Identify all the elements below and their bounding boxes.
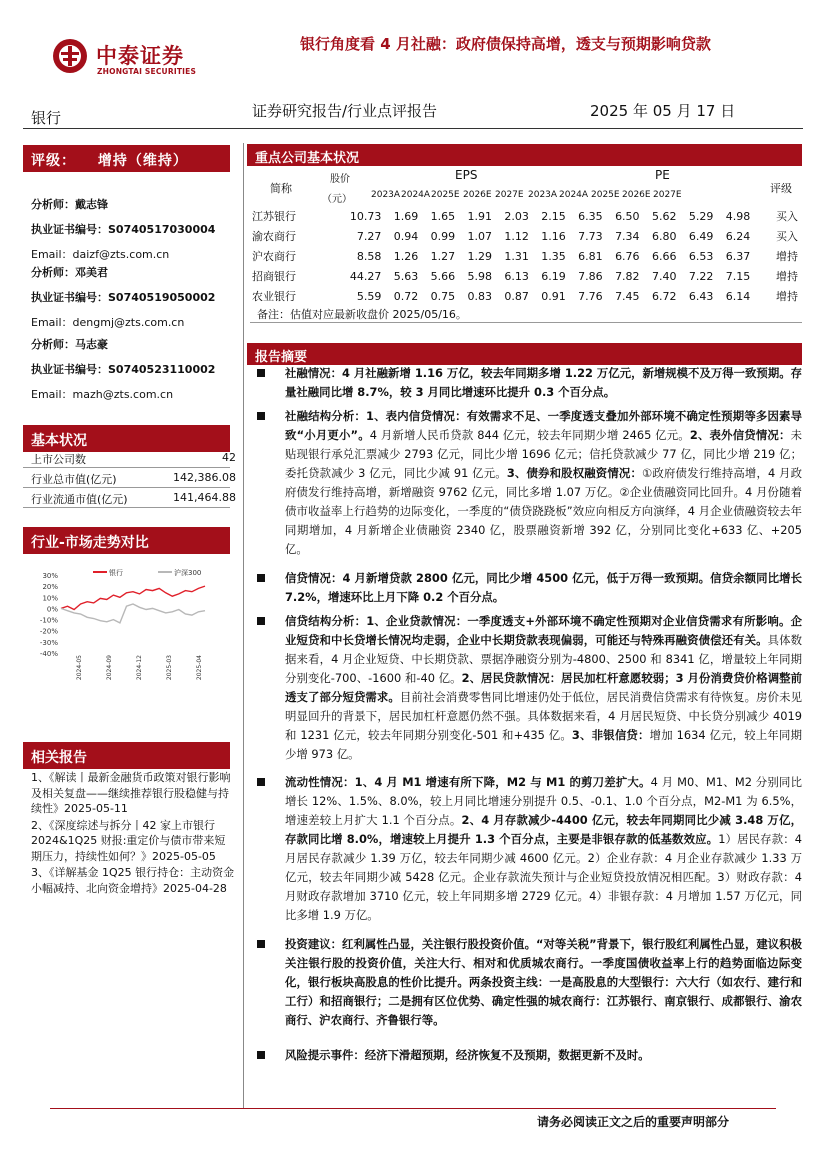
email-label: Email： — [31, 316, 73, 329]
summary-credit — [257, 569, 802, 607]
para-text: 具体数据来看，4 月企业短贷、中长期贷款、票据净融资分别为-4800、2500 和 8341 亿，增量较上年同期分别变化-700、-1600 和-40 亿。 — [285, 633, 802, 685]
email-label: Email： — [31, 248, 73, 261]
th-price-unit: （元） — [322, 194, 352, 205]
trend-chart — [23, 565, 235, 685]
th-rating: 评级 — [770, 182, 792, 195]
company-value: 7.22 — [688, 269, 714, 283]
analyst-2 — [31, 265, 215, 330]
cert-label: 执业证书编号： — [31, 223, 108, 236]
company-value: 0.83 — [467, 289, 492, 303]
company-price: 44.27 — [349, 269, 382, 283]
para-bold: 2、表外信贷情况： — [689, 428, 791, 442]
summary-liquidity — [257, 773, 802, 925]
para-bold: 2、居民贷款情况：居民加杠杆意愿较弱；3 月份消费贷价格调整前透支了部分短贷需求。 — [285, 671, 802, 704]
company-row — [250, 226, 800, 246]
analyst-email[interactable]: dengmj@zts.com.cn — [72, 316, 185, 329]
company-value: 1.31 — [504, 249, 529, 263]
footer-divider — [50, 1108, 776, 1109]
analyst-3 — [31, 337, 215, 402]
company-value: 5.29 — [688, 209, 714, 223]
company-value: 7.45 — [615, 289, 640, 303]
x-tick-label: 2024-12 — [136, 655, 143, 681]
stat-value: 141,464.88 — [173, 491, 236, 504]
stat-label: 行业流通市值(亿元) — [31, 493, 128, 506]
company-value: 6.14 — [725, 289, 751, 303]
company-value: 1.69 — [393, 209, 419, 223]
company-name: 渝农商行 — [252, 230, 296, 243]
company-value: 7.40 — [651, 269, 677, 283]
x-tick-label: 2024-05 — [76, 655, 83, 681]
stat-listed-count — [31, 451, 236, 467]
brand-name-en: ZHONGTAI SECURITIES — [97, 67, 197, 76]
series-line-bank — [61, 586, 205, 609]
company-value: 6.80 — [651, 229, 677, 243]
analyst-email[interactable]: daizf@zts.com.cn — [72, 248, 170, 261]
company-value: 5.63 — [393, 269, 419, 283]
x-tick-label: 2025-03 — [166, 655, 173, 681]
company-price: 5.59 — [356, 289, 382, 303]
analyst-role: 分析师： — [31, 198, 75, 211]
y-tick-label: 10% — [42, 594, 58, 603]
company-value: 6.35 — [578, 209, 603, 223]
company-value: 5.66 — [430, 269, 456, 283]
para-bold: 3、非银信贷： — [571, 728, 650, 742]
y-tick-label: 0% — [46, 605, 58, 614]
company-value: 0.75 — [430, 289, 456, 303]
company-value: 1.12 — [504, 229, 529, 243]
related-item[interactable]: 3、《详解基金 1Q25 银行持仓：主动资金小幅减持、北向资金增持》2025-04-28 — [31, 866, 235, 895]
company-value: 7.15 — [725, 269, 751, 283]
company-value: 0.72 — [393, 289, 419, 303]
analyst-1 — [31, 197, 215, 262]
th-price: 股价 — [330, 174, 350, 185]
summary-structure — [257, 407, 802, 559]
company-value: 6.72 — [651, 289, 677, 303]
summary-social-financing — [257, 364, 802, 402]
company-row — [250, 286, 800, 306]
column-divider — [243, 143, 244, 1108]
cert-label: 执业证书编号： — [31, 291, 108, 304]
th-year: 2027E — [653, 190, 682, 200]
para-bold: 社融结构分析：1、表内信贷情况：有效需求不足、一季度透支叠加外部环境不确定性预期等多因素导致“小月更小”。 — [285, 409, 802, 442]
summary-investment — [257, 935, 802, 1030]
company-value: 6.50 — [615, 209, 640, 223]
stat-total-cap — [31, 471, 236, 487]
para-bold: 投资建议：红利属性凸显，关注银行股投资价值。“对等关税”背景下，银行股红利属性凸显，建议积极关注银行股的投资价值，关注大行、相对和优质城农商行。一季度国债收益率上行的趋势面临边际变化，银行板块高股息的性价比提升。两条投资主线：一是高股息的大型银行：六大行（如农行、建行和工行）和招商银行；二是拥有区位优势、确定性强的城农商行：江苏银行、南京银行、成都银行、渝农商行、沪农商行、齐鲁银行等。 — [285, 937, 802, 1027]
company-value: 6.43 — [688, 289, 714, 303]
company-value: 6.81 — [578, 249, 603, 263]
company-value: 1.65 — [430, 209, 456, 223]
th-year: 2023A — [371, 190, 401, 200]
para-bold: 社融情况：4 月社融新增 1.16 万亿，较去年同期多增 1.22 万亿元，新增规模不及万得一致预期。存量社融同比增 8.7%，较 3 月同比增速环比提升 0.3 个百分点。 — [285, 366, 802, 399]
para-text: ①政府债发行维持高增，4 月政府债发行维持高增，新增融资 9762 亿元，同比多增 1.07 万亿。②企业债融资同比回升。4 月份随着债市收益率上行趋势的边际变化，一季度的“债贷跷跷板”效应向相反方向演绎，4 月企业债融资较去年同期增加，4 月新增企业债融资 2340 亿，股票融资新增 392 亿，分别同比变化+633 亿、+205 亿。 — [285, 466, 802, 556]
company-value: 6.49 — [688, 229, 714, 243]
related-reports — [31, 770, 236, 896]
company-value: 7.86 — [578, 269, 603, 283]
cert-number: S0740523110002 — [108, 363, 216, 376]
key-companies-table — [250, 206, 800, 306]
analyst-name: 邓美君 — [75, 266, 108, 279]
para-text: 目前社会消费零售同比增速仍处于低位，居民消费信贷需求有待恢复。房价未见明显回升的背景下，居民加杠杆意愿仍然不强。具体数据来看，4 月居民短贷、中长贷分别减少 4019 和 1231 亿元，较去年同期分别变化-501 和+435 亿。 — [285, 690, 802, 742]
company-value: 1.91 — [467, 209, 492, 223]
company-value: 0.94 — [393, 229, 419, 243]
y-tick-label: 20% — [42, 583, 58, 592]
rating-value: 增持（维持） — [97, 153, 188, 169]
stat-float-cap — [31, 491, 236, 507]
company-rating: 增持 — [776, 250, 798, 263]
stat-value: 142,386.08 — [173, 471, 236, 484]
company-value: 7.34 — [615, 229, 640, 243]
series-line-hs300 — [61, 604, 205, 623]
company-value: 2.03 — [504, 209, 529, 223]
y-tick-label: -10% — [39, 616, 58, 625]
company-value: 0.99 — [430, 229, 456, 243]
para-bold: 流动性情况：1、4 月 M1 增速有所下降，M2 与 M1 的剪刀差扩大。 — [285, 775, 651, 789]
company-value: 4.98 — [725, 209, 751, 223]
th-year: 2025E — [431, 190, 460, 200]
th-year: 2023A — [528, 190, 558, 200]
y-tick-label: -20% — [39, 627, 58, 636]
related-bar: 相关报告 — [23, 742, 230, 769]
th-name: 简称 — [270, 182, 292, 195]
related-item[interactable]: 2、《深度综述与拆分丨42 家上市银行 2024&1Q25 财报:重定价与债市带来短期压力，持续性如何？》2025-05-05 — [31, 818, 226, 863]
company-value: 1.29 — [467, 249, 492, 263]
company-price: 10.73 — [349, 209, 382, 223]
para-bold: 信贷结构分析：1、企业贷款情况：一季度透支+外部环境不确定性预期对企业信贷需求有所影响。企业短贷和中长贷增长情况均走弱，企业中长期贷款表现偏弱，可能还与特殊再融资债偿还有关。 — [285, 614, 802, 647]
company-name: 农业银行 — [252, 290, 296, 303]
key-companies-bar: 重点公司基本状况 — [247, 144, 802, 166]
analyst-role: 分析师： — [31, 266, 75, 279]
x-tick-label: 2025-04 — [196, 655, 203, 681]
company-value: 6.66 — [651, 249, 677, 263]
analyst-name: 戴志锋 — [75, 198, 108, 211]
para-text: 4 月 M0、M1、M2 分别同比增长 12%、1.5%、8.0%，较上月同比增速分别提升 0.5、-0.1、1.0 个百分点，M2-M1 为 6.5%，增速差较上月扩大 1.1 个百分点。 — [285, 775, 802, 827]
th-year: 2027E — [495, 190, 524, 200]
header-divider — [23, 128, 803, 129]
stat-value: 42 — [222, 451, 236, 464]
th-year: 2024A — [559, 190, 589, 200]
cert-label: 执业证书编号： — [31, 363, 108, 376]
footer-disclaimer: 请务必阅读正文之后的重要声明部分 — [537, 1115, 730, 1129]
brand-name-cn: 中泰证券 — [96, 44, 184, 68]
rating-label: 评级： — [31, 153, 76, 169]
para-bold: 信贷情况：4 月新增贷款 2800 亿元，同比少增 4500 亿元，低于万得一致预期。信贷余额同比增长 7.2%，增速环比上月下降 0.2 个百分点。 — [285, 571, 802, 604]
analyst-email[interactable]: mazh@zts.com.cn — [72, 388, 174, 401]
x-tick-label: 2024-09 — [106, 655, 113, 681]
company-value: 7.82 — [615, 269, 640, 283]
para-text: 1）居民存款：4 月居民存款减少 1.39 万亿，较去年同期少减 4600 亿元。2）企业存款：4 月企业存款减少 1.33 万亿元，较去年同期少减 5428 亿元。企业存款流失预计与企业短贷投放情况相匹配。3）财政存款：4 月财政存款增加 3710 亿元，较上年同期多增 2729 亿元。4）非银存款：4 月增加 1.57 万亿元，同比多增 1.9 万亿。 — [285, 832, 803, 922]
company-value: 1.16 — [541, 229, 566, 243]
email-label: Email： — [31, 388, 73, 401]
company-value: 5.62 — [651, 209, 677, 223]
company-price: 7.27 — [356, 229, 382, 243]
company-value: 6.13 — [504, 269, 529, 283]
company-value: 2.15 — [541, 209, 566, 223]
para-bold: 风险提示事件：经济下滑超预期，经济恢复不及预期，数据更新不及时。 — [285, 1048, 650, 1062]
rating-bar — [23, 145, 230, 172]
y-tick-label: 30% — [42, 572, 58, 580]
cert-number: S0740519050002 — [108, 291, 216, 304]
y-tick-label: -30% — [39, 638, 58, 647]
company-value: 1.07 — [467, 229, 492, 243]
legend-label-hs300: 沪深300 — [174, 569, 202, 577]
company-value: 1.26 — [393, 249, 419, 263]
para-bold: 2、4 月存款减少-4400 亿元，较去年同期同比少减 3.48 万亿，存款同比增 8.0%，增速较上月提升 1.3 个百分点，主要是非银存款的低基数效应。 — [285, 813, 803, 846]
company-row — [250, 246, 800, 266]
company-value: 6.24 — [725, 229, 751, 243]
th-year: 2025E — [591, 190, 620, 200]
report-headline: 银行角度看 4 月社融：政府债保持高增，透支与预期影响贷款 — [300, 35, 711, 53]
para-text: 4 月新增人民币贷款 844 亿元，较去年同期少增 2465 亿元。 — [369, 428, 690, 442]
company-rating: 买入 — [776, 230, 798, 243]
th-year: 2024A — [401, 190, 431, 200]
company-value: 0.91 — [541, 289, 566, 303]
th-year: 2026E — [463, 190, 492, 200]
company-price: 8.58 — [356, 249, 382, 263]
analyst-role: 分析师： — [31, 338, 75, 351]
company-name: 江苏银行 — [252, 210, 296, 223]
th-eps: EPS — [455, 168, 478, 182]
company-row — [250, 266, 800, 286]
company-value: 6.37 — [725, 249, 751, 263]
para-bold: 3、债券和股权融资情况： — [506, 466, 643, 480]
company-value: 6.76 — [615, 249, 640, 263]
analyst-name: 马志豪 — [75, 338, 108, 351]
related-item[interactable]: 1、《解读丨最新金融货币政策对银行影响及相关复盘——继续推荐银行股稳健与持续性》2025-05-11 — [31, 771, 231, 815]
company-rating: 增持 — [776, 270, 798, 283]
th-pe: PE — [655, 168, 670, 182]
zhongtai-logo-icon — [52, 38, 88, 74]
stat-label: 上市公司数 — [31, 453, 86, 466]
summary-risk — [257, 1046, 802, 1065]
basic-status-bar: 基本状况 — [23, 425, 230, 452]
para-text: 未贴现银行承兑汇票减少 2793 亿元，同比少增 1696 亿元；信托贷款减少 77 亿，同比少增 219 亿；委托贷款减少 3 亿元，同比少减 91 亿元。 — [285, 428, 802, 480]
para-text: 增加 1634 亿元，较上年同期少增 973 亿。 — [285, 728, 802, 761]
company-value: 7.76 — [578, 289, 603, 303]
company-value: 7.73 — [578, 229, 603, 243]
company-name: 沪农商行 — [252, 250, 296, 263]
company-rating: 买入 — [776, 210, 798, 223]
company-value: 5.98 — [467, 269, 492, 283]
th-year: 2026E — [622, 190, 651, 200]
company-row — [250, 206, 800, 226]
company-value: 6.53 — [688, 249, 714, 263]
stat-label: 行业总市值(亿元) — [31, 473, 117, 486]
legend-label-bank: 银行 — [109, 569, 123, 577]
y-tick-label: -40% — [39, 650, 58, 658]
company-value: 0.87 — [504, 289, 529, 303]
cert-number: S0740517030004 — [108, 223, 216, 236]
company-value: 6.19 — [541, 269, 566, 283]
report-date: 2025 年 05 月 17 日 — [590, 102, 736, 120]
company-value: 1.35 — [541, 249, 566, 263]
summary-credit-structure — [257, 612, 802, 764]
company-rating: 增持 — [776, 290, 798, 303]
trend-bar: 行业-市场走势对比 — [23, 527, 230, 554]
summary-bar: 报告摘要 — [247, 343, 802, 365]
company-name: 招商银行 — [252, 270, 296, 283]
company-value: 1.27 — [430, 249, 456, 263]
report-type: 证券研究报告/行业点评报告 — [252, 102, 438, 120]
sector-label: 银行 — [31, 109, 62, 127]
table-note: 备注：估值对应最新收盘价 2025/05/16。 — [257, 308, 467, 321]
